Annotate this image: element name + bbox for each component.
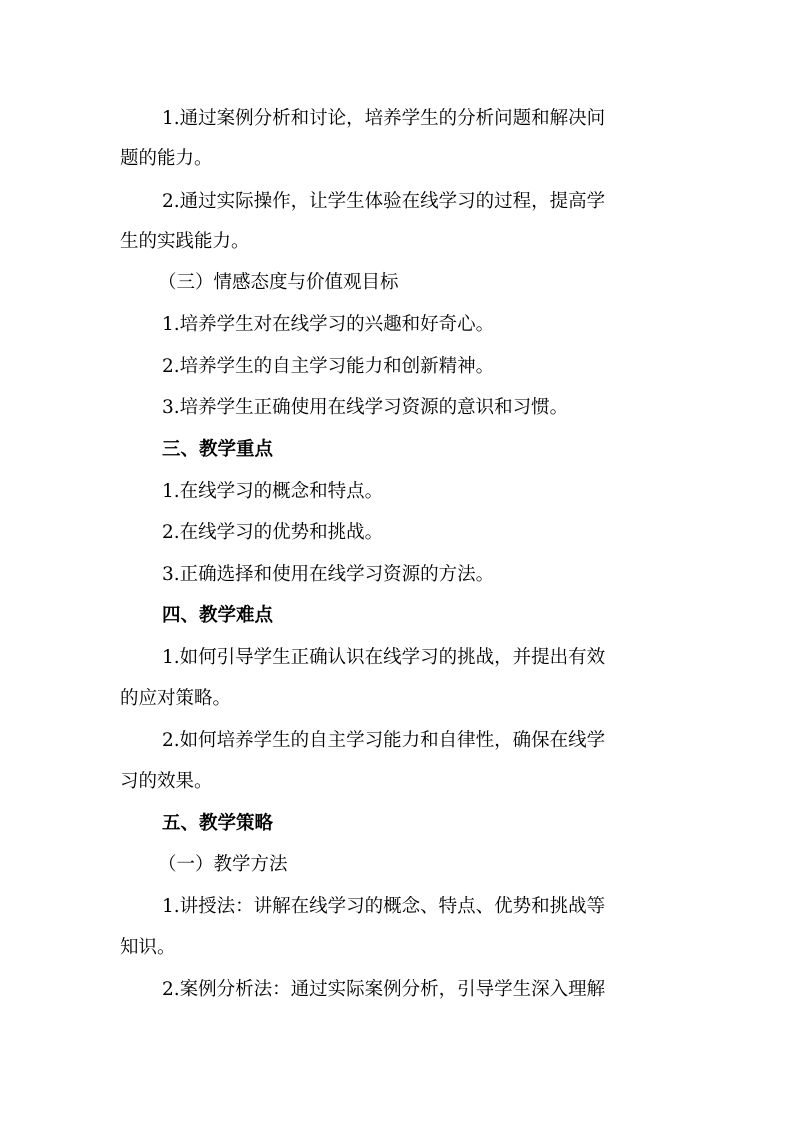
paragraph-line: 2.在线学习的优势和挑战。: [162, 522, 384, 543]
paragraph-line: 2.通过实际操作，让学生体验在线学习的过程，提高学: [162, 191, 606, 212]
paragraph-line: 习的效果。: [120, 771, 213, 792]
section-heading: 四、教学难点: [162, 605, 274, 626]
paragraph-line: 3.正确选择和使用在线学习资源的方法。: [162, 564, 495, 585]
paragraph-line: 1.培养学生对在线学习的兴趣和好奇心。: [162, 314, 495, 335]
subsection-heading: （三）情感态度与价值观目标: [158, 272, 399, 293]
paragraph-line: 知识。: [120, 937, 176, 958]
paragraph-line: 2.如何培养学生的自主学习能力和自律性，确保在线学: [162, 730, 606, 751]
paragraph-line: 的应对策略。: [120, 688, 232, 709]
paragraph-line: 3.培养学生正确使用在线学习资源的意识和习惯。: [162, 397, 569, 418]
paragraph-line: 2.案例分析法：通过实际案例分析，引导学生深入理解: [162, 979, 606, 1000]
paragraph-line: 题的能力。: [120, 148, 213, 169]
section-heading: 三、教学重点: [162, 439, 274, 460]
paragraph-line: 1.讲授法：讲解在线学习的概念、特点、优势和挑战等: [162, 896, 606, 917]
paragraph-line: 1.通过案例分析和讨论，培养学生的分析问题和解决问: [162, 108, 606, 129]
subsection-heading: （一）教学方法: [158, 854, 288, 875]
paragraph-line: 生的实践能力。: [120, 231, 250, 252]
paragraph-line: 1.在线学习的概念和特点。: [162, 481, 384, 502]
section-heading: 五、教学策略: [162, 813, 274, 834]
paragraph-line: 2.培养学生的自主学习能力和创新精神。: [162, 356, 495, 377]
paragraph-line: 1.如何引导学生正确认识在线学习的挑战，并提出有效: [162, 647, 606, 668]
